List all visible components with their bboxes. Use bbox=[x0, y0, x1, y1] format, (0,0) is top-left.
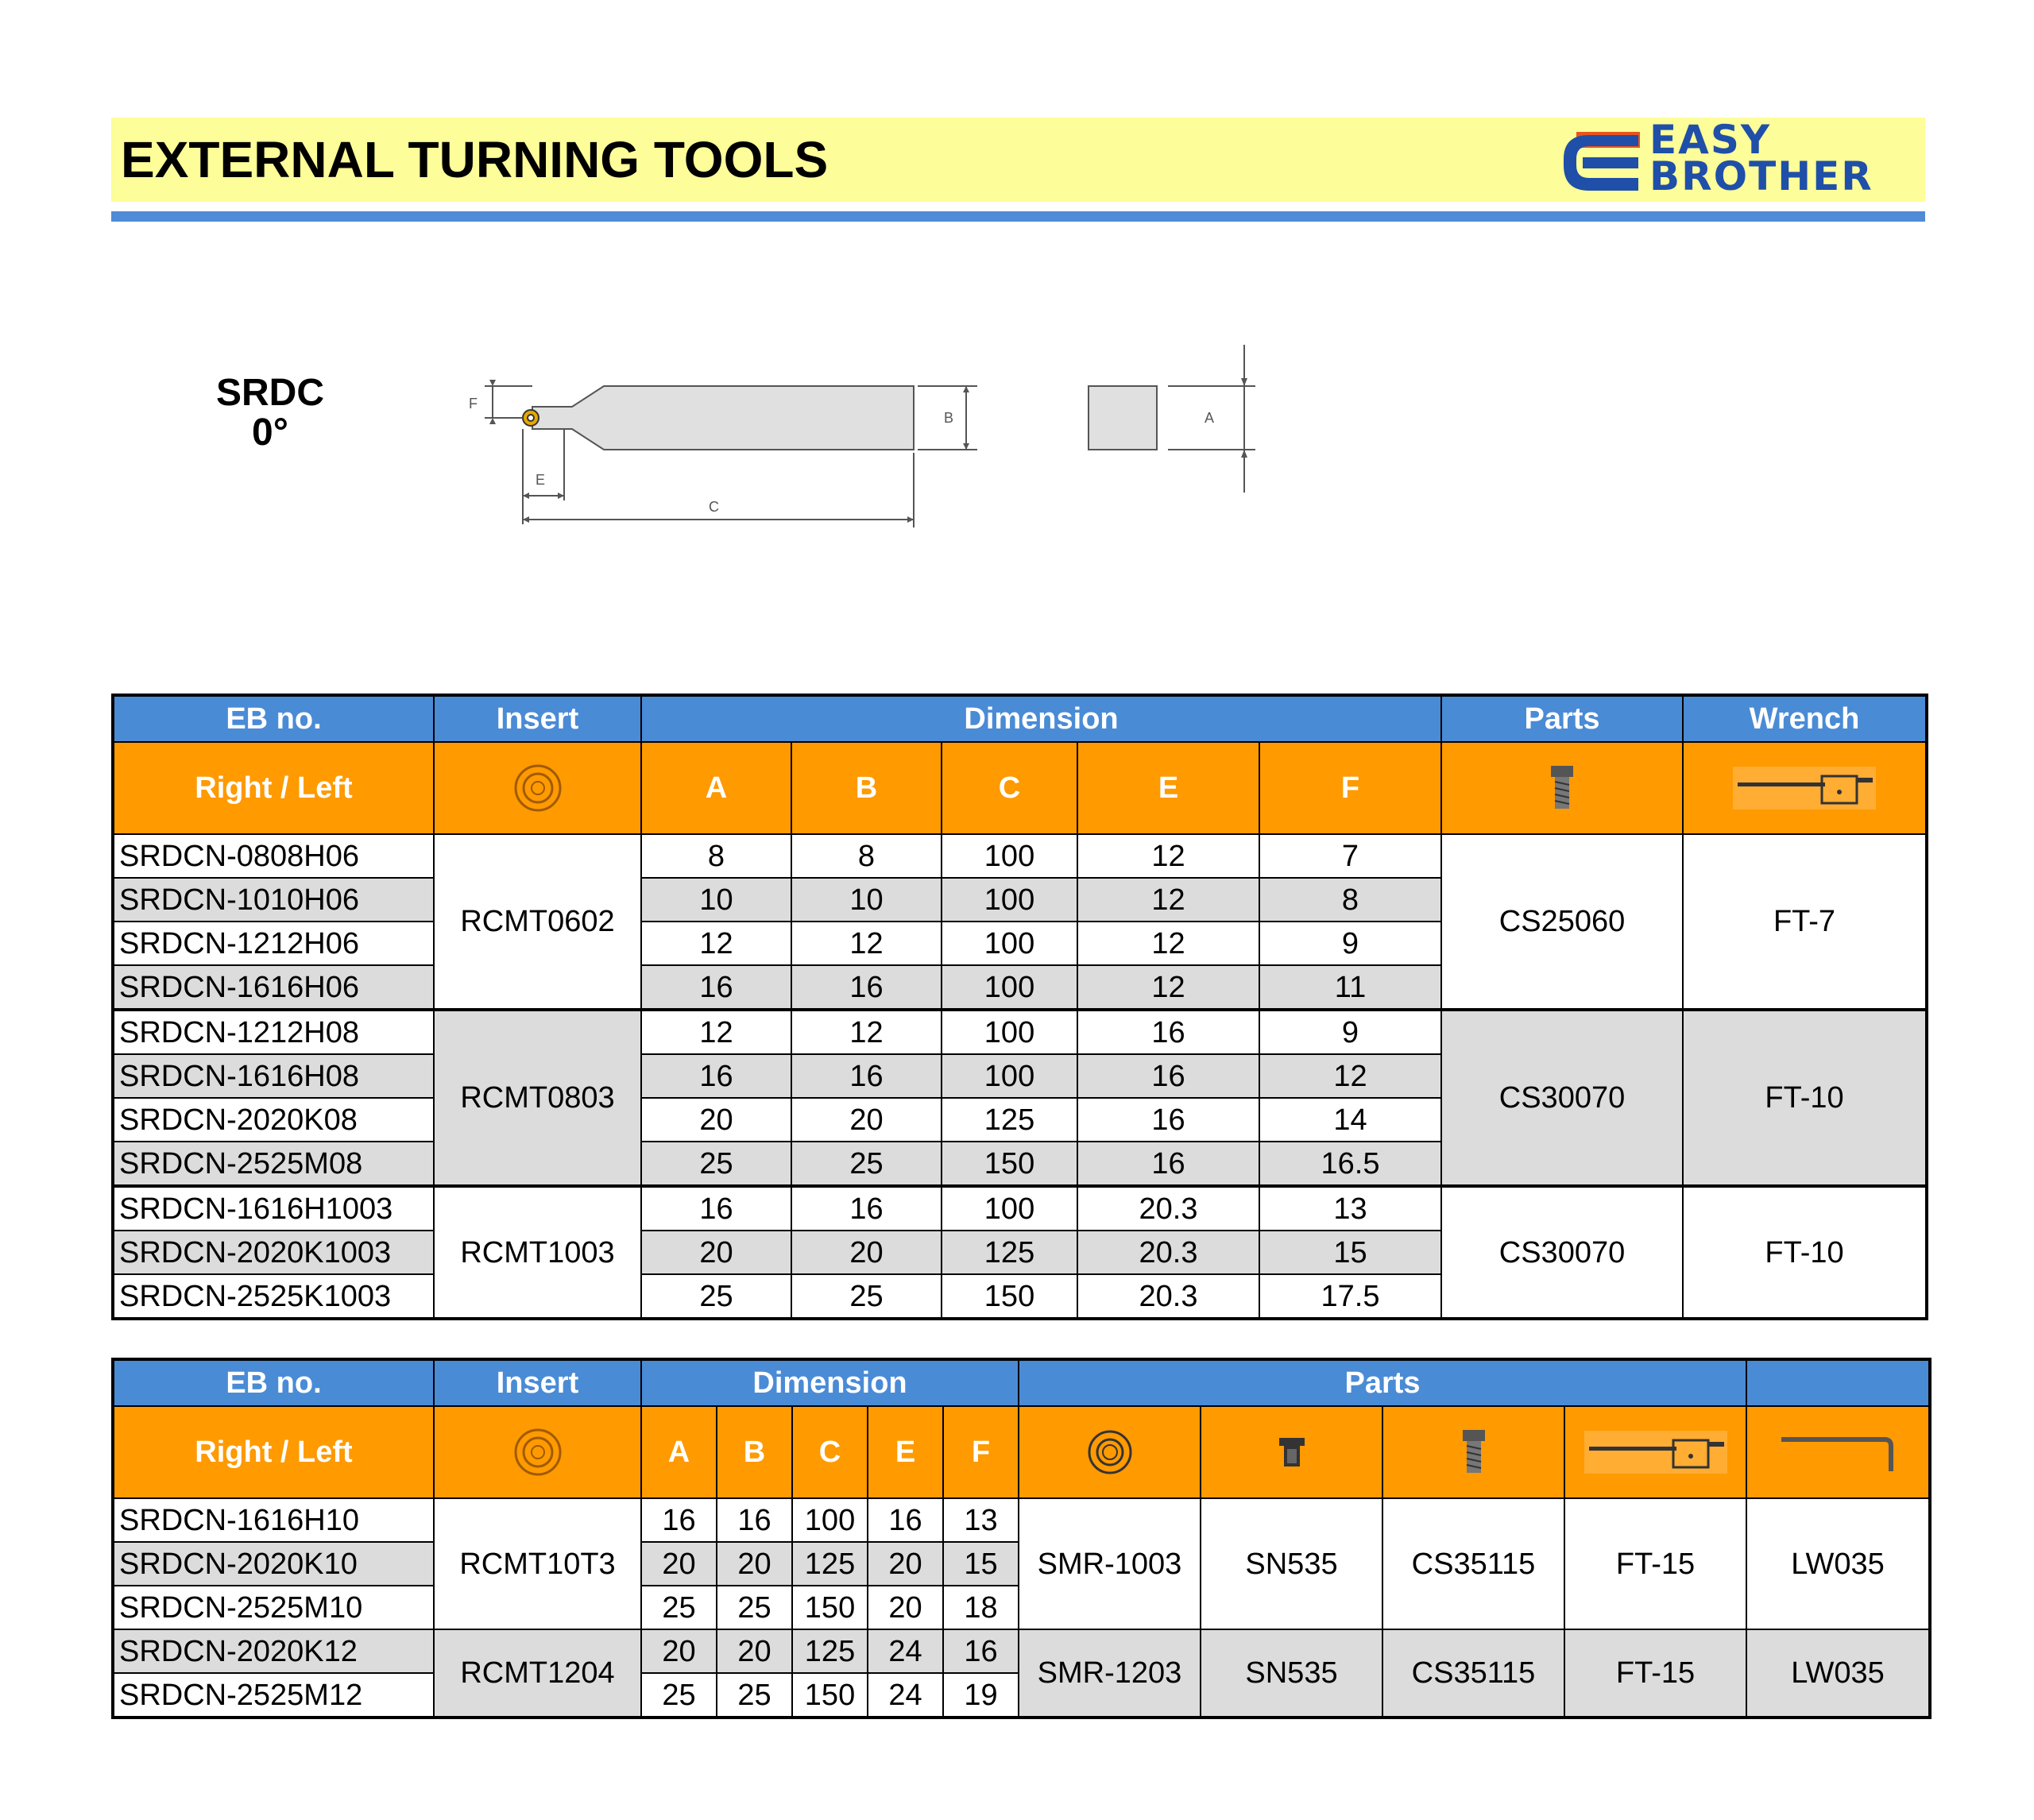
dim-f-cell: 16.5 bbox=[1259, 1142, 1441, 1186]
dim-c-cell: 150 bbox=[942, 1142, 1077, 1186]
screw-cell: CS35115 bbox=[1382, 1498, 1564, 1629]
table-row-eb: SRDCN-2525K1003 bbox=[113, 1274, 434, 1319]
dim-e-cell: 16 bbox=[1077, 1142, 1259, 1186]
dimension-label-a: A bbox=[1205, 410, 1215, 426]
dim-a-cell: 20 bbox=[641, 1629, 717, 1673]
dim-b-cell: 12 bbox=[791, 922, 942, 965]
pin-cell: SN535 bbox=[1201, 1629, 1382, 1718]
dim-b-cell: 20 bbox=[717, 1542, 792, 1586]
wrench-header-cell bbox=[1564, 1406, 1746, 1498]
dim-a-cell: 25 bbox=[641, 1274, 791, 1319]
dim-e-cell: 12 bbox=[1077, 922, 1259, 965]
dim-b-cell: 16 bbox=[791, 1054, 942, 1098]
table-row-eb: SRDCN-1616H06 bbox=[113, 965, 434, 1010]
dim-c-cell: 125 bbox=[942, 1231, 1077, 1274]
parts-cell: CS30070 bbox=[1441, 1186, 1683, 1319]
header-eb-no: EB no. bbox=[113, 695, 434, 742]
header-dim-f: F bbox=[1259, 742, 1441, 834]
dim-f-cell: 16 bbox=[943, 1629, 1019, 1673]
parts-cell: CS30070 bbox=[1441, 1010, 1683, 1186]
torx-wrench-icon bbox=[1584, 1431, 1727, 1474]
dim-b-cell: 8 bbox=[791, 834, 942, 878]
dim-a-cell: 16 bbox=[641, 1054, 791, 1098]
brand-logo-line2: BROTHER bbox=[1649, 153, 1874, 199]
dim-e-cell: 16 bbox=[1077, 1098, 1259, 1142]
dim-c-cell: 125 bbox=[792, 1542, 868, 1586]
dim-c-cell: 125 bbox=[942, 1098, 1077, 1142]
dim-f-cell: 17.5 bbox=[1259, 1274, 1441, 1319]
dim-e-cell: 12 bbox=[1077, 834, 1259, 878]
shim-cell: SMR-1203 bbox=[1019, 1629, 1201, 1718]
shim-cell: SMR-1003 bbox=[1019, 1498, 1201, 1629]
tool-name-code: SRDC bbox=[215, 372, 324, 414]
dimension-label-f: F bbox=[469, 396, 478, 412]
table-row-eb: SRDCN-1616H10 bbox=[113, 1498, 434, 1542]
dim-f-cell: 18 bbox=[943, 1586, 1019, 1629]
dim-a-cell: 16 bbox=[641, 1186, 791, 1231]
dim-c-cell: 150 bbox=[942, 1274, 1077, 1319]
dim-b-cell: 16 bbox=[791, 965, 942, 1010]
dim-e-cell: 20 bbox=[868, 1586, 943, 1629]
screw-header-cell bbox=[1382, 1406, 1564, 1498]
dim-c-cell: 125 bbox=[792, 1629, 868, 1673]
header-blank bbox=[1746, 1359, 1930, 1406]
header-dim-e: E bbox=[1077, 742, 1259, 834]
dim-e-cell: 16 bbox=[1077, 1054, 1259, 1098]
page-title: EXTERNAL TURNING TOOLS bbox=[121, 131, 829, 188]
parts-header-cell bbox=[1441, 742, 1683, 834]
tool-name bbox=[191, 373, 350, 453]
dim-e-cell: 24 bbox=[868, 1673, 943, 1718]
dim-b-cell: 12 bbox=[791, 1010, 942, 1054]
insert-cell: RCMT1003 bbox=[434, 1186, 641, 1319]
dim-c-cell: 150 bbox=[792, 1673, 868, 1718]
dim-a-cell: 16 bbox=[641, 1498, 717, 1542]
table-row-eb: SRDCN-2020K1003 bbox=[113, 1231, 434, 1274]
brand-logo-mark bbox=[1562, 127, 1642, 194]
header-dim-a: A bbox=[641, 1406, 717, 1498]
dim-a-cell: 20 bbox=[641, 1542, 717, 1586]
tool-dimension-drawing bbox=[453, 334, 1279, 540]
parts-cell: CS25060 bbox=[1441, 834, 1683, 1010]
header-dim-a: A bbox=[641, 742, 791, 834]
header-dimension: Dimension bbox=[641, 695, 1441, 742]
header-right-left: Right / Left bbox=[113, 1406, 434, 1498]
screw-cell: CS35115 bbox=[1382, 1629, 1564, 1718]
dim-a-cell: 20 bbox=[641, 1231, 791, 1274]
dim-a-cell: 25 bbox=[641, 1142, 791, 1186]
dim-e-cell: 20 bbox=[868, 1542, 943, 1586]
dim-c-cell: 100 bbox=[942, 834, 1077, 878]
dim-e-cell: 24 bbox=[868, 1629, 943, 1673]
wrench-cell: FT-15 bbox=[1564, 1498, 1746, 1629]
dim-b-cell: 20 bbox=[717, 1629, 792, 1673]
header-right-left: Right / Left bbox=[113, 742, 434, 834]
table-row-eb: SRDCN-1010H06 bbox=[113, 878, 434, 922]
dim-c-cell: 100 bbox=[942, 1010, 1077, 1054]
table-row-eb: SRDCN-1212H06 bbox=[113, 922, 434, 965]
pin-header-cell bbox=[1201, 1406, 1382, 1498]
table-row-eb: SRDCN-2020K12 bbox=[113, 1629, 434, 1673]
dimension-label-b: B bbox=[944, 410, 954, 426]
dim-b-cell: 16 bbox=[717, 1498, 792, 1542]
table-row-eb: SRDCN-2525M10 bbox=[113, 1586, 434, 1629]
dim-a-cell: 25 bbox=[641, 1586, 717, 1629]
dim-f-cell: 7 bbox=[1259, 834, 1441, 878]
dim-c-cell: 100 bbox=[942, 878, 1077, 922]
dimension-label-c: C bbox=[709, 499, 719, 515]
dim-e-cell: 16 bbox=[1077, 1010, 1259, 1054]
insert-ring-icon bbox=[512, 763, 563, 813]
dim-b-cell: 25 bbox=[717, 1586, 792, 1629]
dim-b-cell: 16 bbox=[791, 1186, 942, 1231]
dim-c-cell: 100 bbox=[942, 922, 1077, 965]
brand-logo-line1: EASY bbox=[1649, 117, 1772, 163]
dim-f-cell: 12 bbox=[1259, 1054, 1441, 1098]
dim-b-cell: 10 bbox=[791, 878, 942, 922]
shank-end-view bbox=[1089, 386, 1157, 450]
table-row-eb: SRDCN-2020K10 bbox=[113, 1542, 434, 1586]
table-row-eb: SRDCN-0808H06 bbox=[113, 834, 434, 878]
dim-e-cell: 16 bbox=[868, 1498, 943, 1542]
dim-c-cell: 100 bbox=[942, 1054, 1077, 1098]
torx-wrench-icon bbox=[1733, 767, 1876, 810]
dim-e-cell: 12 bbox=[1077, 965, 1259, 1010]
table-row-eb: SRDCN-2525M12 bbox=[113, 1673, 434, 1718]
insert-header-cell bbox=[434, 742, 641, 834]
dim-f-cell: 8 bbox=[1259, 878, 1441, 922]
spec-table-1 bbox=[111, 694, 1928, 1320]
dim-f-cell: 9 bbox=[1259, 1010, 1441, 1054]
table-row-eb: SRDCN-1616H08 bbox=[113, 1054, 434, 1098]
header-dim-b: B bbox=[717, 1406, 792, 1498]
dimension-label-e: E bbox=[536, 472, 546, 488]
hex-key-cell: LW035 bbox=[1746, 1629, 1930, 1718]
screw-icon bbox=[1546, 764, 1578, 812]
dim-f-cell: 14 bbox=[1259, 1098, 1441, 1142]
dim-f-cell: 19 bbox=[943, 1673, 1019, 1718]
table-row-eb: SRDCN-2525M08 bbox=[113, 1142, 434, 1186]
dim-a-cell: 12 bbox=[641, 1010, 791, 1054]
dim-a-cell: 20 bbox=[641, 1098, 791, 1142]
wrench-cell: FT-10 bbox=[1683, 1186, 1927, 1319]
header-insert: Insert bbox=[434, 695, 641, 742]
insert-header-cell bbox=[434, 1406, 641, 1498]
header-dimension: Dimension bbox=[641, 1359, 1019, 1406]
shank-outline bbox=[532, 386, 914, 450]
hex-key-cell: LW035 bbox=[1746, 1498, 1930, 1629]
dim-a-cell: 12 bbox=[641, 922, 791, 965]
dim-c-cell: 150 bbox=[792, 1586, 868, 1629]
dim-a-cell: 8 bbox=[641, 834, 791, 878]
dim-a-cell: 25 bbox=[641, 1673, 717, 1718]
insert-cell: RCMT0803 bbox=[434, 1010, 641, 1186]
dim-e-cell: 20.3 bbox=[1077, 1274, 1259, 1319]
hex-key-header-cell bbox=[1746, 1406, 1930, 1498]
wrench-cell: FT-10 bbox=[1683, 1010, 1927, 1186]
spec-table-2 bbox=[111, 1358, 1932, 1719]
shim-pin-icon bbox=[1278, 1436, 1306, 1468]
header-eb-no: EB no. bbox=[113, 1359, 434, 1406]
dim-b-cell: 20 bbox=[791, 1098, 942, 1142]
header-insert: Insert bbox=[434, 1359, 641, 1406]
header-dim-c: C bbox=[792, 1406, 868, 1498]
dim-e-cell: 12 bbox=[1077, 878, 1259, 922]
dim-a-cell: 10 bbox=[641, 878, 791, 922]
hex-key-icon bbox=[1778, 1430, 1897, 1474]
wrench-cell: FT-7 bbox=[1683, 834, 1927, 1010]
insert-ring-icon bbox=[512, 1427, 563, 1478]
header-wrench: Wrench bbox=[1683, 695, 1927, 742]
dim-c-cell: 100 bbox=[942, 1186, 1077, 1231]
header-dim-f: F bbox=[943, 1406, 1019, 1498]
dim-f-cell: 11 bbox=[1259, 965, 1441, 1010]
dim-e-cell: 20.3 bbox=[1077, 1186, 1259, 1231]
dim-f-cell: 13 bbox=[943, 1498, 1019, 1542]
header-parts: Parts bbox=[1441, 695, 1683, 742]
shim-header-cell bbox=[1019, 1406, 1201, 1498]
table-row-eb: SRDCN-2020K08 bbox=[113, 1098, 434, 1142]
header-dim-e: E bbox=[868, 1406, 943, 1498]
wrench-header-cell bbox=[1683, 742, 1927, 834]
wrench-cell: FT-15 bbox=[1564, 1629, 1746, 1718]
dim-b-cell: 25 bbox=[791, 1274, 942, 1319]
table-row-eb: SRDCN-1212H08 bbox=[113, 1010, 434, 1054]
screw-icon bbox=[1458, 1428, 1490, 1476]
dim-f-cell: 15 bbox=[943, 1542, 1019, 1586]
pin-cell: SN535 bbox=[1201, 1498, 1382, 1629]
header-parts: Parts bbox=[1019, 1359, 1746, 1406]
header-dim-b: B bbox=[791, 742, 942, 834]
shim-ring-icon bbox=[1086, 1428, 1134, 1476]
insert-cell: RCMT1204 bbox=[434, 1629, 641, 1718]
title-underline bbox=[111, 211, 1925, 222]
dim-f-cell: 15 bbox=[1259, 1231, 1441, 1274]
table-row-eb: SRDCN-1616H1003 bbox=[113, 1186, 434, 1231]
header-dim-c: C bbox=[942, 742, 1077, 834]
tool-name-angle: 0° bbox=[252, 412, 288, 454]
dim-e-cell: 20.3 bbox=[1077, 1231, 1259, 1274]
dim-a-cell: 16 bbox=[641, 965, 791, 1010]
insert-cell: RCMT10T3 bbox=[434, 1498, 641, 1629]
brand-logo bbox=[1562, 119, 1924, 199]
dim-b-cell: 20 bbox=[791, 1231, 942, 1274]
dim-c-cell: 100 bbox=[942, 965, 1077, 1010]
dim-b-cell: 25 bbox=[791, 1142, 942, 1186]
dim-f-cell: 13 bbox=[1259, 1186, 1441, 1231]
dim-b-cell: 25 bbox=[717, 1673, 792, 1718]
dim-f-cell: 9 bbox=[1259, 922, 1441, 965]
dim-c-cell: 100 bbox=[792, 1498, 868, 1542]
insert-cell: RCMT0602 bbox=[434, 834, 641, 1010]
